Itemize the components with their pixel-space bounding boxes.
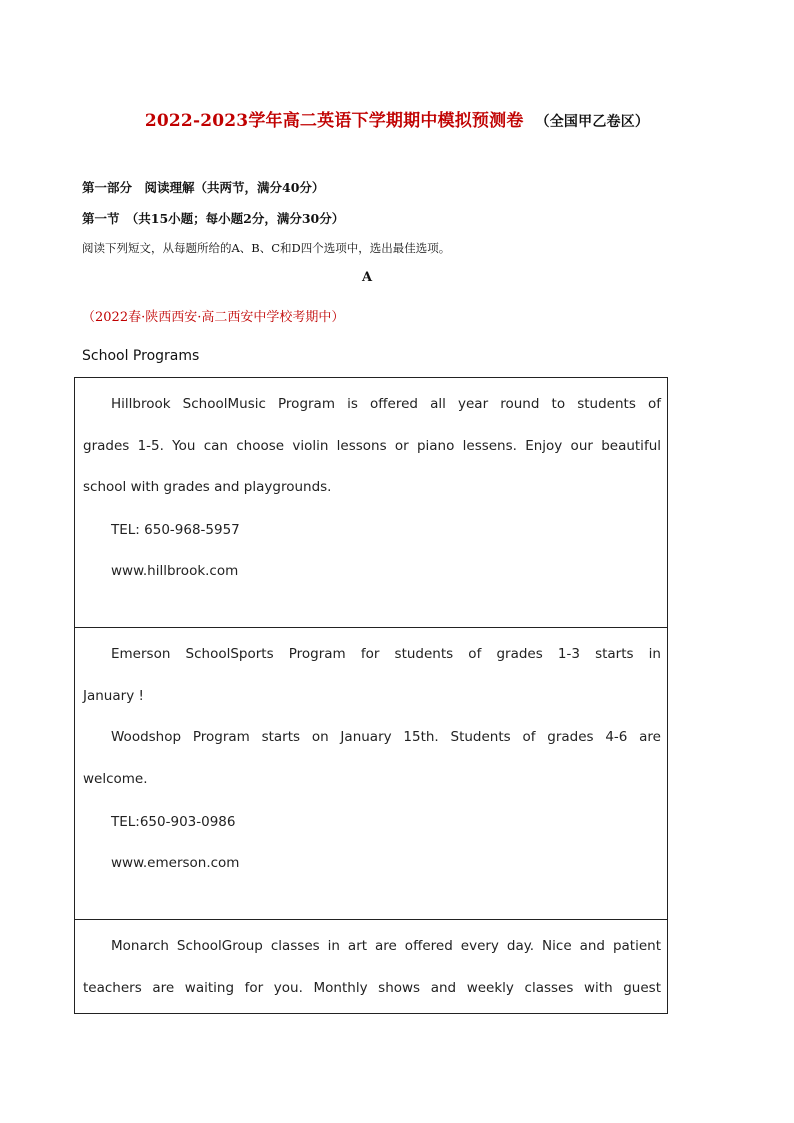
text-line: Emerson SchoolSports Program for students of grades 1-3 starts in xyxy=(111,646,661,662)
title-subtitle: （全国甲乙卷区） xyxy=(535,114,650,130)
website: www.emerson.com xyxy=(111,855,240,871)
program-text xyxy=(83,634,661,800)
text-line: Hillbrook SchoolMusic Program is offered all year round to students of xyxy=(111,396,661,412)
text-line: January ! xyxy=(83,687,144,704)
title-main: 2022-2023学年高二英语下学期期中模拟预测卷 xyxy=(144,111,524,131)
text-line: grades 1-5. You can choose violin lessons or piano lessens. Enjoy our beautiful xyxy=(83,437,661,454)
program-box-monarch xyxy=(74,919,668,1014)
passage-heading: School Programs xyxy=(82,348,200,364)
source-note: （2022春·陕西西安·高二西安中学校考期中） xyxy=(82,310,345,325)
text-line: Monarch SchoolGroup classes in art are offered every day. Nice and patient xyxy=(111,938,661,954)
section-heading: 第一节 （共15小题；每小题2分，满分30分） xyxy=(82,211,345,226)
text-line: teachers are waiting for you. Monthly shows and weekly classes with guest xyxy=(83,979,661,996)
website: www.hillbrook.com xyxy=(111,563,239,579)
part-heading: 第一部分 阅读理解（共两节，满分40分） xyxy=(82,180,325,195)
text-line: Woodshop Program starts on January 15th. Students of grades 4-6 are xyxy=(111,729,661,745)
text-line: school with grades and playgrounds. xyxy=(83,479,332,495)
phone-number: TEL: 650-968-5957 xyxy=(111,522,240,538)
program-box-emerson xyxy=(74,627,668,920)
passage-letter: A xyxy=(361,270,373,285)
text-line: welcome. xyxy=(83,770,148,787)
phone-number: TEL:650-903-0986 xyxy=(111,814,236,830)
program-box-hillbrook xyxy=(74,377,668,628)
program-text xyxy=(83,926,661,1009)
program-text xyxy=(83,384,661,509)
document-title xyxy=(0,106,794,131)
instructions: 阅读下列短文，从每题所给的A、B、C和D四个选项中，选出最佳选项。 xyxy=(82,241,451,255)
